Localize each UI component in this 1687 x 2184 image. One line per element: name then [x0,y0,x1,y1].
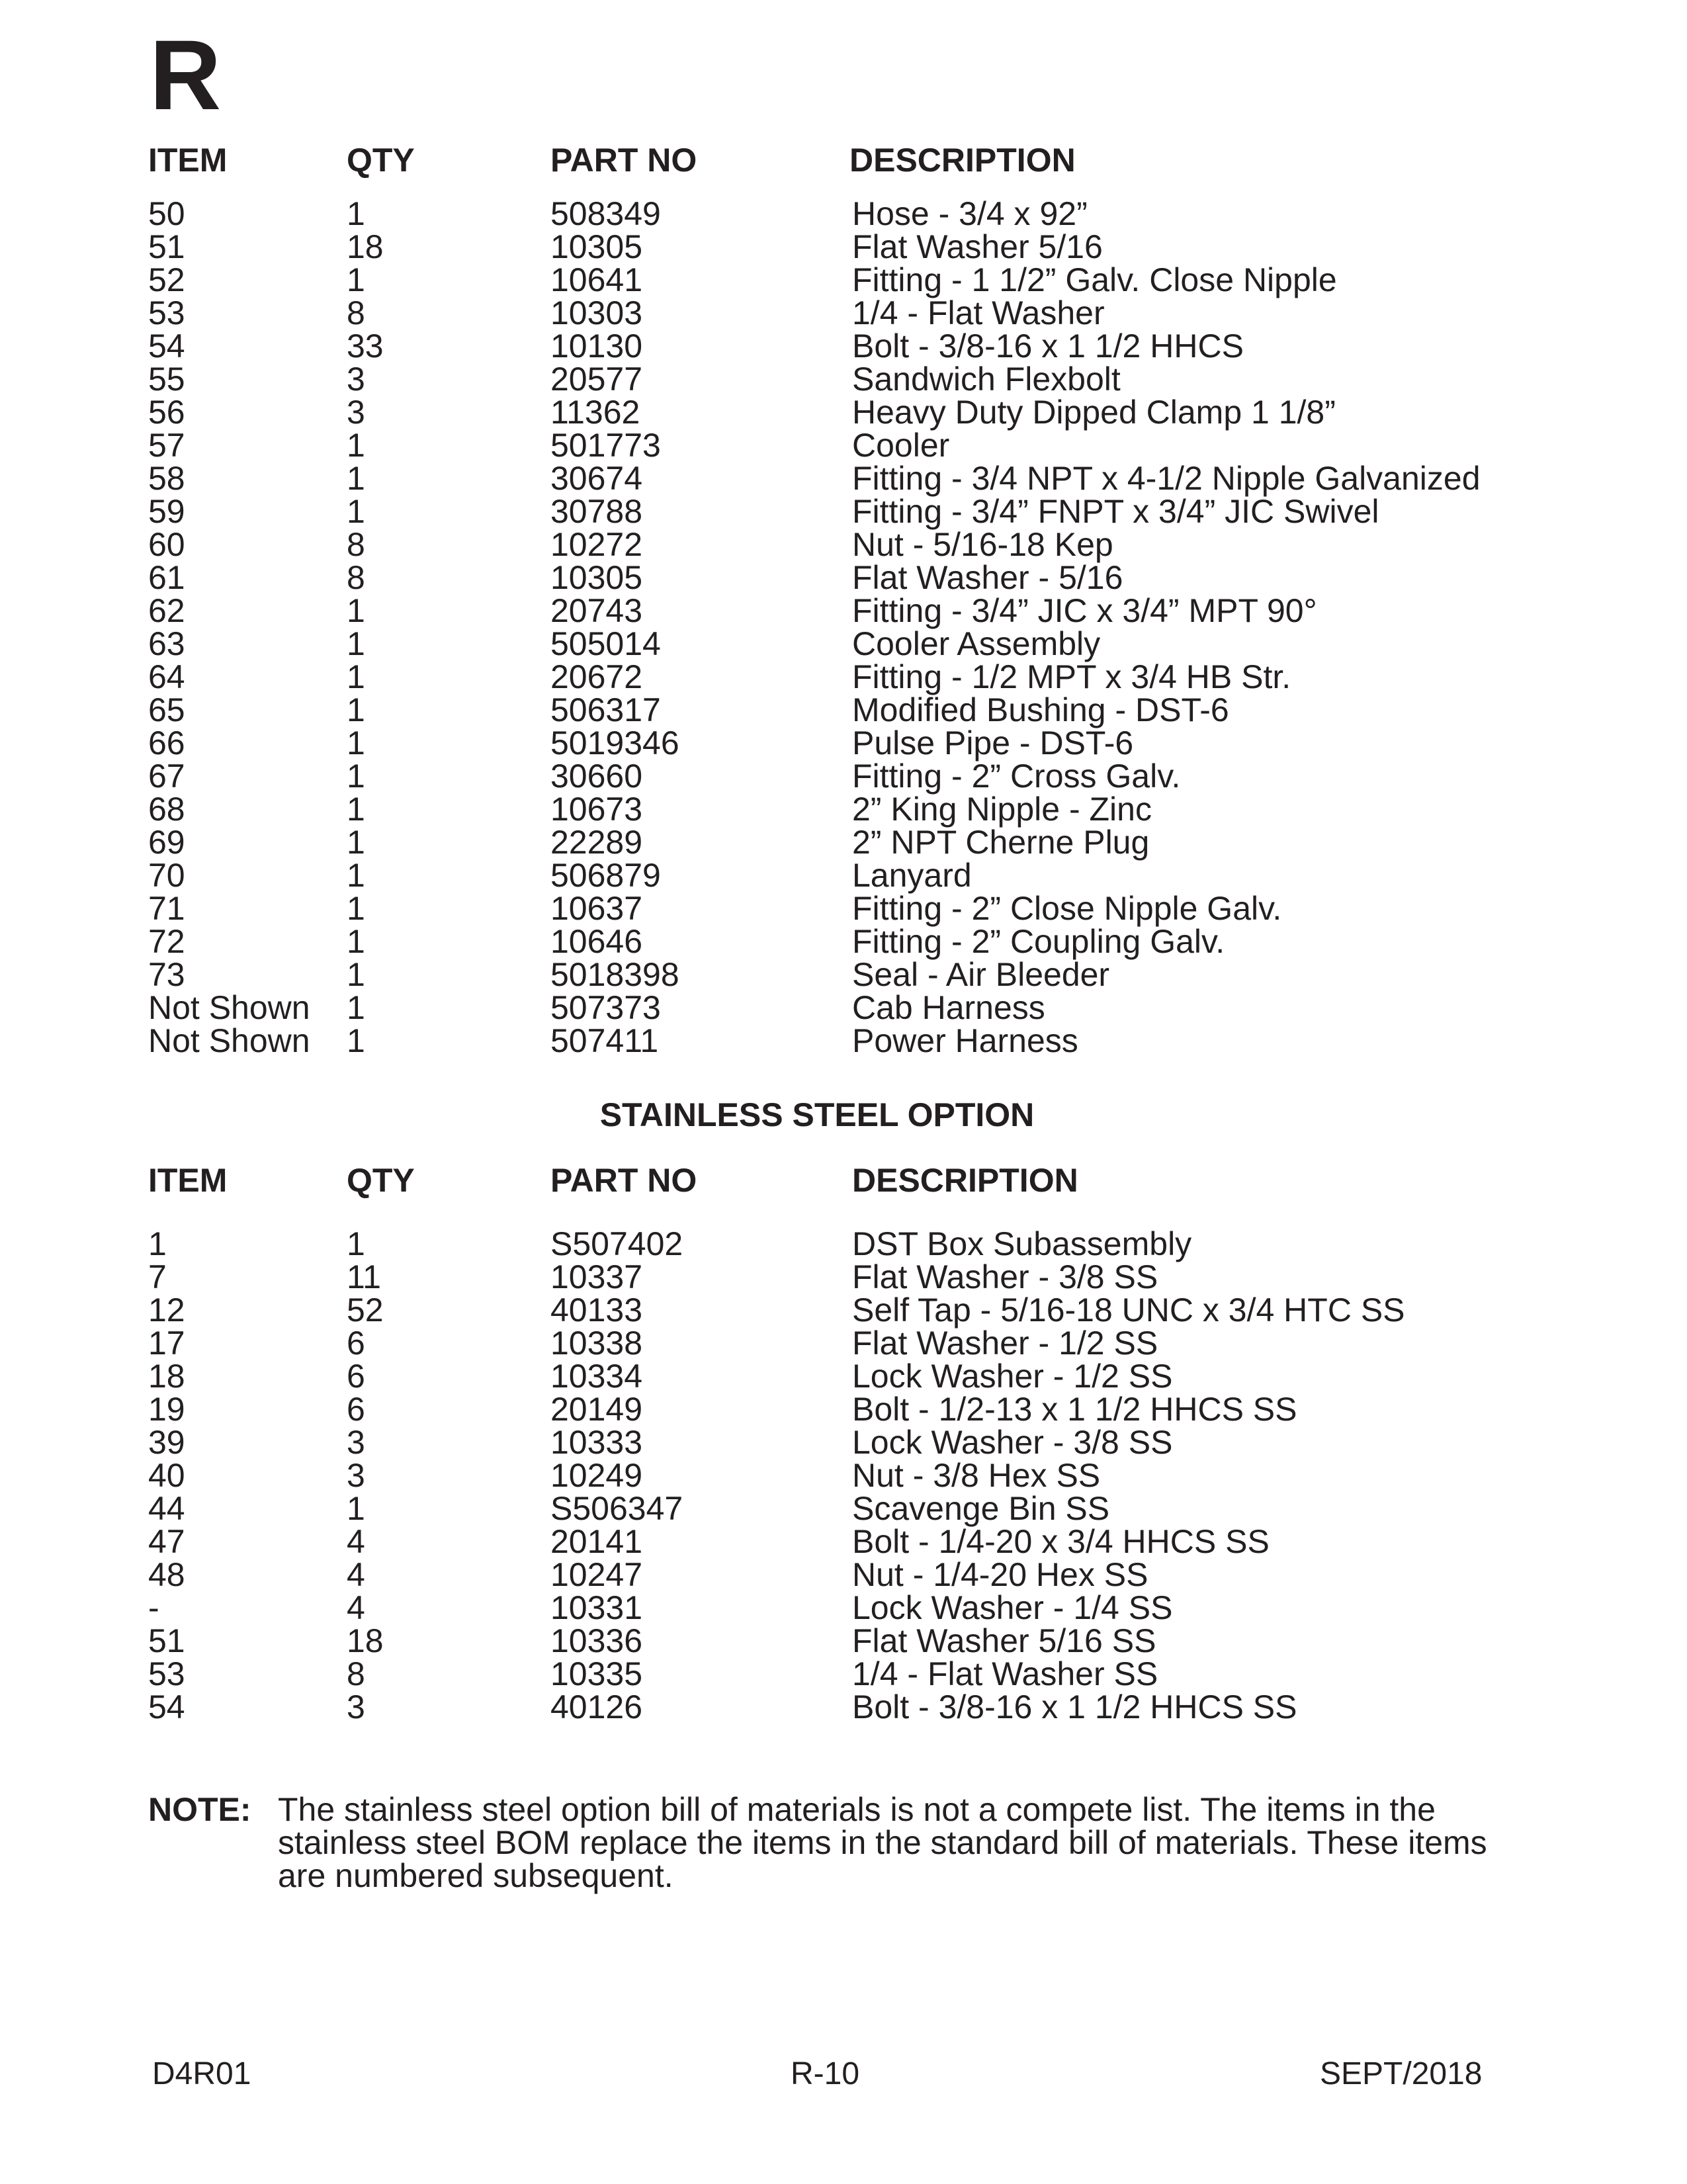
cell-part-no: 501773 [550,427,661,464]
cell-item: 12 [148,1291,185,1329]
cell-qty: 4 [347,1556,365,1593]
cell-description: Sandwich Flexbolt [852,361,1121,398]
cell-qty: 8 [347,526,365,563]
cell-description: Nut - 1/4-20 Hex SS [852,1556,1148,1593]
cell-part-no: S507402 [550,1225,683,1262]
cell-part-no: 10337 [550,1258,643,1295]
header-item: ITEM [148,142,228,179]
cell-part-no: 40133 [550,1291,643,1329]
cell-item: 52 [148,261,185,298]
cell-item: 54 [148,328,185,365]
cell-part-no: 5018398 [550,956,679,993]
footer-date: SEPT/2018 [1320,2056,1483,2091]
cell-part-no: 10247 [550,1556,643,1593]
cell-description: Fitting - 2” Close Nipple Galv. [852,890,1282,927]
cell-part-no: 10272 [550,526,643,563]
cell-item: 51 [148,228,185,265]
cell-description: 2” King Nipple - Zinc [852,791,1152,828]
cell-part-no: 10336 [550,1622,643,1659]
cell-qty: 8 [347,294,365,331]
cell-description: Flat Washer 5/16 [852,228,1103,265]
cell-item: 65 [148,691,185,728]
cell-qty: 1 [347,989,365,1026]
cell-description: Lanyard [852,857,972,894]
cell-qty: 3 [347,394,365,431]
cell-part-no: 10334 [550,1358,643,1395]
cell-item: 56 [148,394,185,431]
cell-description: Fitting - 1 1/2” Galv. Close Nipple [852,261,1337,298]
cell-description: Self Tap - 5/16-18 UNC x 3/4 HTC SS [852,1291,1405,1329]
header-qty: QTY [347,1162,415,1199]
stainless-steel-section-title: STAINLESS STEEL OPTION [599,1096,1035,1133]
cell-description: 2” NPT Cherne Plug [852,824,1150,861]
cell-item: 71 [148,890,185,927]
cell-item: 44 [148,1490,185,1527]
cell-qty: 1 [347,724,365,762]
cell-description: Fitting - 2” Coupling Galv. [852,923,1225,960]
cell-description: Flat Washer - 1/2 SS [852,1325,1158,1362]
section-letter: R [150,19,222,130]
cell-item: 70 [148,857,185,894]
cell-description: Cab Harness [852,989,1045,1026]
cell-item: - [148,1589,159,1626]
footer-document-code: D4R01 [152,2056,251,2091]
cell-description: Bolt - 1/4-20 x 3/4 HHCS SS [852,1523,1270,1560]
cell-qty: 6 [347,1358,365,1395]
cell-description: Bolt - 3/8-16 x 1 1/2 HHCS SS [852,1688,1297,1725]
cell-qty: 3 [347,1688,365,1725]
cell-description: Lock Washer - 1/2 SS [852,1358,1173,1395]
cell-part-no: 506317 [550,691,661,728]
cell-qty: 1 [347,791,365,828]
cell-item: 19 [148,1391,185,1428]
cell-description: Fitting - 3/4” JIC x 3/4” MPT 90° [852,592,1317,629]
cell-part-no: 30660 [550,758,643,795]
cell-part-no: 20149 [550,1391,643,1428]
cell-qty: 52 [347,1291,384,1329]
cell-qty: 1 [347,625,365,662]
cell-description: Hose - 3/4 x 92” [852,195,1088,232]
cell-part-no: 30674 [550,460,643,497]
cell-qty: 8 [347,559,365,596]
cell-part-no: 10335 [550,1655,643,1692]
cell-description: Nut - 3/8 Hex SS [852,1457,1101,1494]
cell-description: Pulse Pipe - DST-6 [852,724,1134,762]
cell-item: 7 [148,1258,167,1295]
cell-qty: 33 [347,328,384,365]
cell-qty: 1 [347,592,365,629]
cell-part-no: 22289 [550,824,643,861]
cell-qty: 18 [347,228,384,265]
cell-item: 66 [148,724,185,762]
cell-qty: 4 [347,1589,365,1626]
cell-qty: 1 [347,890,365,927]
cell-part-no: 10646 [550,923,643,960]
footer-page-number: R-10 [791,2056,860,2091]
cell-item: 51 [148,1622,185,1659]
cell-description: Fitting - 3/4 NPT x 4-1/2 Nipple Galvanized [852,460,1481,497]
header-item: ITEM [148,1162,228,1199]
cell-item: 73 [148,956,185,993]
cell-item: 18 [148,1358,185,1395]
cell-qty: 1 [347,691,365,728]
cell-item: 1 [148,1225,167,1262]
cell-description: Flat Washer 5/16 SS [852,1622,1156,1659]
cell-qty: 1 [347,857,365,894]
cell-qty: 1 [347,261,365,298]
cell-qty: 3 [347,361,365,398]
cell-part-no: 506879 [550,857,661,894]
cell-part-no: 10641 [550,261,643,298]
header-description: DESCRIPTION [852,1162,1078,1199]
cell-part-no: 10338 [550,1325,643,1362]
cell-item: 63 [148,625,185,662]
cell-qty: 1 [347,1490,365,1527]
cell-description: Modified Bushing - DST-6 [852,691,1229,728]
cell-part-no: 20672 [550,658,643,695]
cell-part-no: S506347 [550,1490,683,1527]
cell-part-no: 10249 [550,1457,643,1494]
cell-description: Cooler Assembly [852,625,1101,662]
cell-qty: 1 [347,824,365,861]
cell-item: 61 [148,559,185,596]
cell-description: Fitting - 2” Cross Galv. [852,758,1181,795]
header-part-no: PART NO [550,142,697,179]
cell-description: Seal - Air Bleeder [852,956,1110,993]
cell-part-no: 10130 [550,328,643,365]
cell-item: 40 [148,1457,185,1494]
cell-part-no: 507373 [550,989,661,1026]
cell-part-no: 10305 [550,559,643,596]
cell-part-no: 10331 [550,1589,643,1626]
cell-description: DST Box Subassembly [852,1225,1192,1262]
cell-qty: 1 [347,956,365,993]
cell-description: 1/4 - Flat Washer [852,294,1105,331]
cell-item: 59 [148,493,185,530]
cell-part-no: 10305 [550,228,643,265]
cell-qty: 3 [347,1424,365,1461]
cell-description: Fitting - 3/4” FNPT x 3/4” JIC Swivel [852,493,1379,530]
cell-description: Nut - 5/16-18 Kep [852,526,1113,563]
cell-part-no: 30788 [550,493,643,530]
header-description: DESCRIPTION [849,142,1076,179]
cell-part-no: 5019346 [550,724,679,762]
cell-part-no: 505014 [550,625,661,662]
cell-qty: 18 [347,1622,384,1659]
cell-item: 50 [148,195,185,232]
cell-part-no: 10673 [550,791,643,828]
cell-description: Scavenge Bin SS [852,1490,1110,1527]
cell-qty: 1 [347,758,365,795]
cell-qty: 1 [347,658,365,695]
cell-qty: 1 [347,493,365,530]
cell-description: Cooler [852,427,950,464]
cell-item: 55 [148,361,185,398]
cell-part-no: 507411 [550,1022,659,1059]
cell-description: Power Harness [852,1022,1078,1059]
cell-item: 62 [148,592,185,629]
cell-description: 1/4 - Flat Washer SS [852,1655,1158,1692]
cell-part-no: 508349 [550,195,661,232]
cell-part-no: 10303 [550,294,643,331]
cell-qty: 6 [347,1325,365,1362]
cell-qty: 8 [347,1655,365,1692]
cell-item: 64 [148,658,185,695]
cell-part-no: 20141 [550,1523,643,1560]
cell-item: 69 [148,824,185,861]
cell-item: 39 [148,1424,185,1461]
cell-item: 68 [148,791,185,828]
cell-item: 72 [148,923,185,960]
cell-part-no: 11362 [550,394,640,431]
cell-description: Lock Washer - 3/8 SS [852,1424,1173,1461]
cell-qty: 3 [347,1457,365,1494]
cell-qty: 1 [347,923,365,960]
cell-item: 53 [148,1655,185,1692]
cell-qty: 1 [347,1022,365,1059]
note-text: The stainless steel option bill of materials is not a compete list. The items in the stainless steel BOM replace the items in the standard bill of materials. These items are numbered subsequent. [278,1791,1487,1894]
cell-part-no: 40126 [550,1688,643,1725]
cell-item: 54 [148,1688,185,1725]
cell-qty: 4 [347,1523,365,1560]
cell-description: Heavy Duty Dipped Clamp 1 1/8” [852,394,1336,431]
cell-description: Lock Washer - 1/4 SS [852,1589,1173,1626]
cell-part-no: 10637 [550,890,643,927]
cell-item: Not Shown [148,989,310,1026]
cell-item: 47 [148,1523,185,1560]
cell-description: Bolt - 1/2-13 x 1 1/2 HHCS SS [852,1391,1297,1428]
cell-item: 53 [148,294,185,331]
cell-item: 58 [148,460,185,497]
cell-description: Fitting - 1/2 MPT x 3/4 HB Str. [852,658,1291,695]
cell-description: Bolt - 3/8-16 x 1 1/2 HHCS [852,328,1244,365]
cell-item: 17 [148,1325,185,1362]
cell-qty: 6 [347,1391,365,1428]
cell-qty: 1 [347,460,365,497]
cell-part-no: 20577 [550,361,643,398]
cell-qty: 1 [347,427,365,464]
cell-description: Flat Washer - 5/16 [852,559,1123,596]
cell-description: Flat Washer - 3/8 SS [852,1258,1158,1295]
cell-part-no: 10333 [550,1424,643,1461]
header-qty: QTY [347,142,415,179]
cell-item: 60 [148,526,185,563]
cell-item: Not Shown [148,1022,310,1059]
cell-item: 67 [148,758,185,795]
note-label: NOTE: [148,1791,251,1828]
cell-qty: 1 [347,1225,365,1262]
header-part-no: PART NO [550,1162,697,1199]
cell-item: 48 [148,1556,185,1593]
cell-qty: 11 [347,1258,381,1295]
cell-qty: 1 [347,195,365,232]
cell-part-no: 20743 [550,592,643,629]
cell-item: 57 [148,427,185,464]
